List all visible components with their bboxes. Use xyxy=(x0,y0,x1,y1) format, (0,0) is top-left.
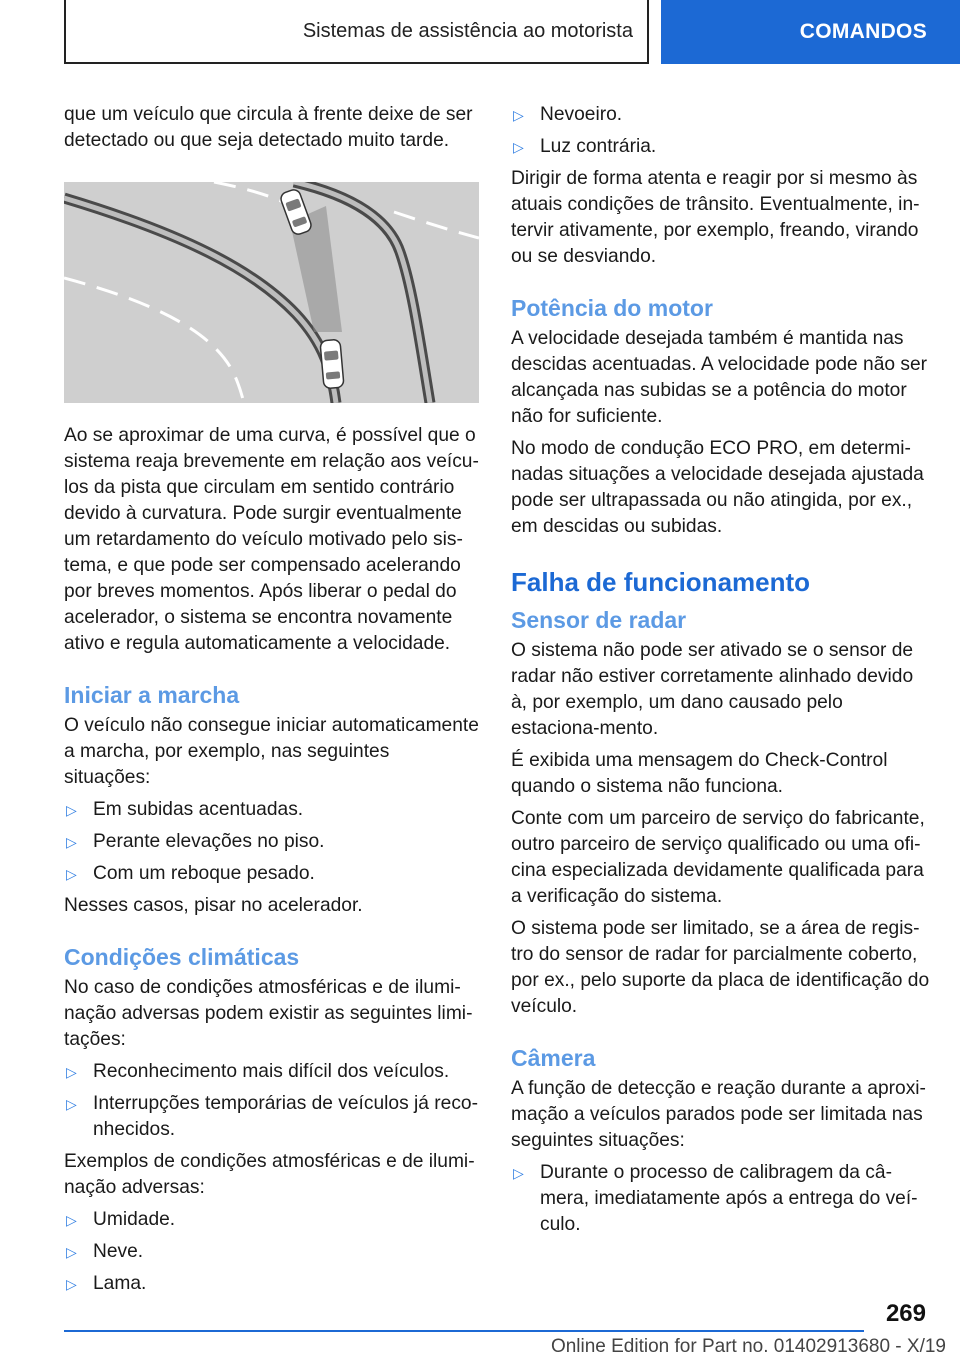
sensor-paragraph-1: O sistema não pode ser ativado se o sensor de radar não estiver corretamente alinhado devido à, por exemplo, um dano causado pelo estaciona-mento. xyxy=(511,640,914,739)
dirigir-paragraph: Dirigir de forma atenta e reagir por si mesmo às atuais condições de trânsito. Eventualmente, in-tervir ativamente, por exemplo, freando, virando ou se desviando. xyxy=(511,168,920,267)
bullet-triangle-icon: ▷ xyxy=(66,1212,77,1228)
heading-falha-funcionamento: Falha de funcionamento xyxy=(511,567,811,597)
list-item: ▷ Perante elevações no piso. xyxy=(64,829,479,855)
heading-camera: Câmera xyxy=(511,1045,596,1071)
list-item: ▷ Durante o processo de calibragem da câ-mera, imediatamente após a entrega do veí-culo. xyxy=(513,1162,918,1235)
list-item: ▷ Reconhecimento mais difícil dos veículos. xyxy=(64,1059,479,1085)
bullet-triangle-icon: ▷ xyxy=(66,834,77,850)
header-section-title xyxy=(64,0,649,64)
list-item: ▷ Luz contrária. xyxy=(511,134,931,160)
heading-iniciar-marcha: Iniciar a marcha xyxy=(64,682,240,708)
curve-road-diagram xyxy=(64,182,479,403)
sensor-paragraph-4: O sistema pode ser limitado, se a área de regis-tro do sensor de radar for parcialmente coberto, por ex., pelo suporte da placa de identificação do veículo. xyxy=(511,918,930,1017)
bullet-triangle-icon: ▷ xyxy=(66,1244,77,1260)
bullet-triangle-icon: ▷ xyxy=(513,1165,524,1181)
condicoes-list xyxy=(64,1059,479,1143)
camera-list xyxy=(511,1160,931,1238)
right-column xyxy=(511,102,931,1244)
bullet-triangle-icon: ▷ xyxy=(66,802,77,818)
footer-edition: Online Edition for Part no. 01402913680 - X/19 xyxy=(550,1336,946,1357)
list-item: ▷ Com um reboque pesado. xyxy=(64,861,479,887)
list-item: ▷ Neve. xyxy=(64,1239,479,1265)
condicoes-examples: Exemplos de condições atmosféricas e de ilumi-nação adversas: xyxy=(64,1151,475,1198)
sensor-paragraph-3: Conte com um parceiro de serviço do fabricante, outro parceiro de serviço qualificado ou uma ofi-cina especializada devidamente qualificada para a verificação do sistema. xyxy=(511,808,925,907)
list-item: ▷ Umidade. xyxy=(64,1207,479,1233)
iniciar-paragraph: O veículo não consegue iniciar automaticamente a marcha, por exemplo, nas seguintes situações: xyxy=(64,715,479,788)
own-car-icon xyxy=(320,339,344,389)
intro-paragraph: que um veículo que circula à frente deixe de ser detectado ou que seja detectado muito tarde. xyxy=(64,104,473,151)
left-column xyxy=(64,102,479,1303)
bullet-triangle-icon: ▷ xyxy=(66,866,77,882)
heading-sensor-radar: Sensor de radar xyxy=(511,607,687,633)
conditions-continued-list xyxy=(511,102,931,160)
potencia-paragraph-1: A velocidade desejada também é mantida nas descidas acentuadas. A velocidade pode não ser alcançada nas subidas se a potência do motor não for suficiente. xyxy=(511,328,928,427)
heading-condicoes-climaticas: Condições climáticas xyxy=(64,944,300,970)
bullet-triangle-icon: ▷ xyxy=(66,1096,77,1112)
section-title: Sistemas de assistência ao motorista xyxy=(302,19,633,42)
chapter-title: COMANDOS xyxy=(799,20,927,43)
header-chapter-tab[interactable] xyxy=(661,0,960,64)
sensor-paragraph-2: É exibida uma mensagem do Check-Control quando o sistema não funciona. xyxy=(511,750,888,797)
curve-paragraph: Ao se aproximar de uma curva, é possível que o sistema reaja brevemente em relação aos veícu-los da pista que circulam em sentido contrário devido à curvatura. Pode surgir eventualmente um retardamento do veículo motivado pelo sis-tema, e que pode ser compensado acelerando por breves momentos. Após liberar o pedal do acelerador, o sistema se encontra novamente ativo e regula automaticamente a velocidade. xyxy=(64,425,479,654)
iniciar-after: Nesses casos, pisar no acelerador. xyxy=(64,895,363,916)
bullet-triangle-icon: ▷ xyxy=(66,1064,77,1080)
page-number: 269 xyxy=(885,1300,926,1327)
iniciar-list xyxy=(64,797,479,887)
curve-illustration xyxy=(64,182,479,403)
heading-potencia-motor: Potência do motor xyxy=(511,295,713,321)
list-item: ▷ Interrupções temporárias de veículos já reco-nhecidos. xyxy=(66,1093,478,1140)
bullet-triangle-icon: ▷ xyxy=(66,1276,77,1292)
potencia-paragraph-2: No modo de condução ECO PRO, em determi-nadas situações a velocidade desejada ajustada pode ser ultrapassada ou não atingida, por ex., em descidas ou subidas. xyxy=(511,438,924,537)
list-item: ▷ Nevoeiro. xyxy=(511,102,931,128)
list-item: ▷ Em subidas acentuadas. xyxy=(64,797,479,823)
camera-paragraph: A função de detecção e reação durante a aproxi-mação a veículos parados pode ser limitada nas seguintes situações: xyxy=(511,1078,926,1151)
condicoes-paragraph: No caso de condições atmosféricas e de ilumi-nação adversas podem existir as seguintes limi-tações: xyxy=(64,977,473,1050)
examples-list xyxy=(64,1207,479,1297)
bullet-triangle-icon: ▷ xyxy=(513,107,524,123)
bullet-triangle-icon: ▷ xyxy=(513,139,524,155)
list-item: ▷ Lama. xyxy=(64,1271,479,1297)
